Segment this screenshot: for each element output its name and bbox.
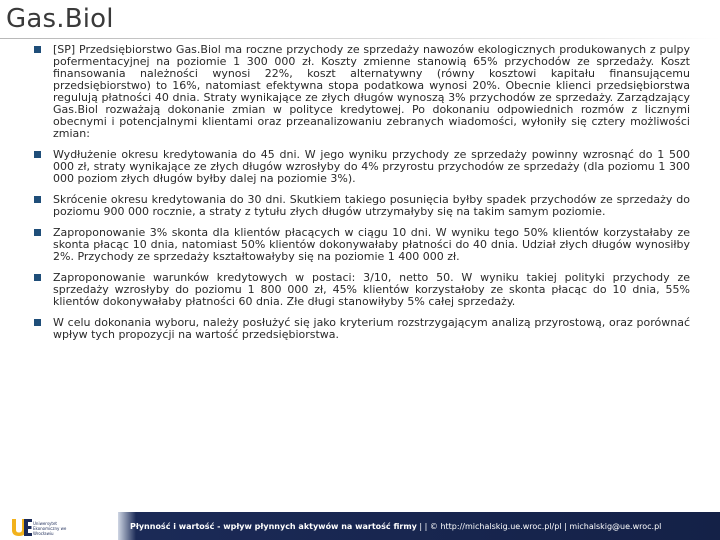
bullet-item-option-1 <box>34 149 690 185</box>
slide-title: Gas.Biol <box>6 4 114 34</box>
square-bullet-icon <box>34 46 41 53</box>
bullet-item-intro <box>34 44 690 140</box>
footer-separator: | | © <box>416 522 441 531</box>
bullet-text: W celu dokonania wyboru, należy posłużyć się jako kryterium rozstrzygającym analizą przyrostową, oraz porównać wpływ tych propozycji na wartość przedsiębiorstwa. <box>53 316 690 341</box>
bullet-item-option-4 <box>34 272 690 308</box>
footer-text <box>130 522 715 532</box>
square-bullet-icon <box>34 196 41 203</box>
bullet-text: Skrócenie okresu kredytowania do 30 dni. Skutkiem takiego posunięcia byłby spadek przychodów ze sprzedaży do poziomu 900 000 rocznie, a straty z tytułu złych długów utrzymałyby się na takim samym poziomie. <box>53 193 690 218</box>
footer-separator-2: | <box>561 522 570 531</box>
title-divider <box>0 38 720 39</box>
square-bullet-icon <box>34 274 41 281</box>
bullet-item-conclusion <box>34 317 690 341</box>
bullet-text: [SP] Przedsiębiorstwo Gas.Biol ma roczne przychody ze sprzedaży nawozów ekologicznych produkowanych z pulpy pofermentacyjnej na poziomie 1 300 000 zł. Koszty zmienne stanowią 65% przychodów ze sprzedaży. Koszt finansowania należności wynosi 22%, koszt alternatywny (równy kosztowi kapitału finansującemu przedsiębiorstwo) to 16%, natomiast efektywna stopa podatkowa wynosi 20%. Obecnie klienci przedsiębiorstwa regulują płatności 40 dnia. Straty wynikające ze złych długów wynoszą 3% przychodów ze sprzedaży. Zarządzający Gas.Biol rozważają dokonanie zmian w polityce kredytowej. Po dokonaniu odpowiednich rozmów z licznymi obecnymi i potencjalnymi klientami oraz przeanalizowaniu zebranych wiadomości, wyłoniły się cztery możliwości zmian: <box>53 43 690 140</box>
bullet-list <box>34 44 690 350</box>
university-logo-text: Uniwersytet Ekonomiczny we Wrocławiu <box>33 521 67 536</box>
square-bullet-icon <box>34 319 41 326</box>
square-bullet-icon <box>34 229 41 236</box>
bullet-text: Zaproponowanie warunków kredytowych w postaci: 3/10, netto 50. W wyniku takiej polityki przychody ze sprzedaży wzrosłyby do poziomu 1 800 000 zł, 45% klientów korzystałoby ze skonta płacąc do 10 dnia, 55% klientów dokonywałaby płatności 60 dnia. Złe długi stanowiłyby 5% całej sprzedaży. <box>53 271 690 308</box>
bullet-item-option-2 <box>34 194 690 218</box>
bullet-item-option-3 <box>34 227 690 263</box>
square-bullet-icon <box>34 151 41 158</box>
footer-url-link[interactable]: http://michalskig.ue.wroc.pl/pl <box>440 522 562 531</box>
footer-email-link[interactable]: michalskig@ue.wroc.pl <box>569 522 662 531</box>
bullet-text: Zaproponowanie 3% skonta dla klientów płacących w ciągu 10 dni. W wyniku tego 50% klientów korzystałaby ze skonta płacąc 10 dnia, natomiast 50% klientów dokonywałaby płatności do 40 dnia. Udział złych długów wynosiłby 2%. Przychody ze sprzedaży kształtowałyby się na poziomie 1 400 000 zł. <box>53 226 690 263</box>
bullet-text: Wydłużenie okresu kredytowania do 45 dni. W jego wyniku przychody ze sprzedaży powinny wzrosnąć do 1 500 000 zł, straty wynikające ze złych długów wzrosłyby do 4% przyrostu przychodów ze sprzedaży (dla poziomu 1 300 000 poziom złych długów byłby dalej na poziomie 3%). <box>53 148 690 185</box>
footer-course-title: Płynność i wartość - wpływ płynnych aktywów na wartość firmy <box>130 522 417 531</box>
